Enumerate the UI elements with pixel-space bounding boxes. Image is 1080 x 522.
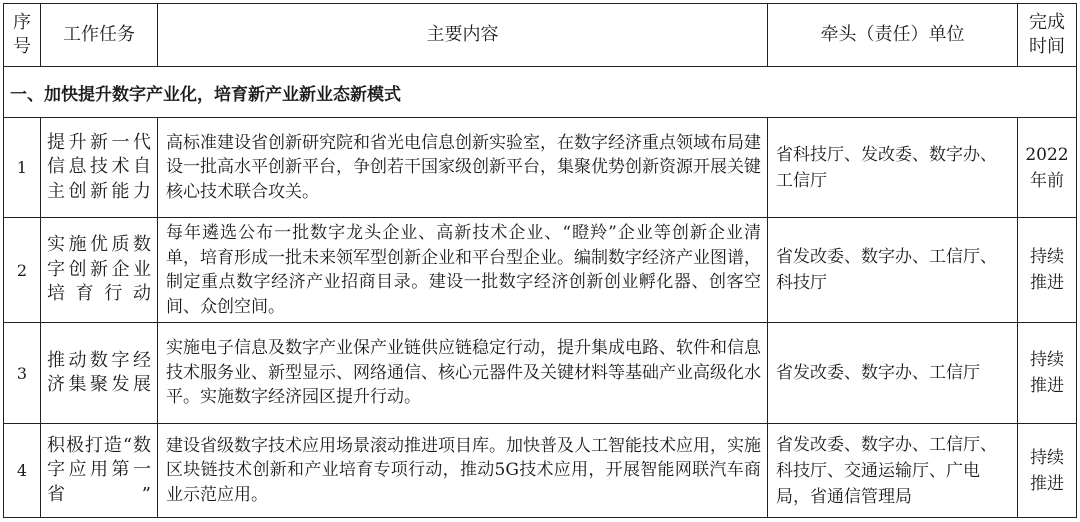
row-unit: 省科技厅、发改委、数字办、工信厅 (768, 118, 1018, 218)
row-content: 每年遴选公布一批数字龙头企业、高新技术企业、“瞪羚”企业等创新企业清单，培育形成一批未来领军型创新企业和平台型企业。编制数字经济产业图谱，制定重点数字经济产业招商目录。建设一批数字经济创新创业孵化器、创客空间、众创空间。 (158, 218, 768, 323)
row-no: 4 (4, 424, 41, 518)
header-row (4, 4, 1077, 67)
row-time: 持续 推进 (1018, 424, 1077, 518)
table-row (4, 118, 1077, 218)
row-no: 1 (4, 118, 41, 218)
header-no: 序 号 (4, 4, 41, 67)
section-row (4, 67, 1077, 118)
row-task: 实施优质数字创新企业培育行动 (41, 218, 158, 323)
row-unit: 省发改委、数字办、工信厅 (768, 323, 1018, 424)
table-row (4, 218, 1077, 323)
work-task-table (3, 3, 1077, 518)
row-content: 高标准建设省创新研究院和省光电信息创新实验室，在数字经济重点领域布局建设一批高水平创新平台，争创若干国家级创新平台，集聚优势创新资源开展关键核心技术联合攻关。 (158, 118, 768, 218)
table-row (4, 323, 1077, 424)
row-unit: 省发改委、数字办、工信厅、科技厅、交通运输厅、广电局，省通信管理局 (768, 424, 1018, 518)
row-time: 持续 推进 (1018, 323, 1077, 424)
header-time: 完成 时间 (1018, 4, 1077, 67)
row-task: 积极打造“数字应用第一省” (41, 424, 158, 518)
row-no: 3 (4, 323, 41, 424)
row-time: 持续 推进 (1018, 218, 1077, 323)
row-unit: 省发改委、数字办、工信厅、科技厅 (768, 218, 1018, 323)
row-task: 提升新一代信息技术自主创新能力 (41, 118, 158, 218)
row-time: 2022 年前 (1018, 118, 1077, 218)
header-unit: 牵头（责任）单位 (768, 4, 1018, 67)
row-content: 建设省级数字技术应用场景滚动推进项目库。加快普及人工智能技术应用，实施区块链技术创新和产业培育专项行动，推动5G技术应用，开展智能网联汽车商业示范应用。 (158, 424, 768, 518)
table-row (4, 424, 1077, 518)
header-content: 主要内容 (158, 4, 768, 67)
section-title: 一、加快提升数字产业化，培育新产业新业态新模式 (4, 67, 1077, 118)
row-task: 推动数字经济集聚发展 (41, 323, 158, 424)
header-task: 工作任务 (41, 4, 158, 67)
row-no: 2 (4, 218, 41, 323)
row-content: 实施电子信息及数字产业保产业链供应链稳定行动，提升集成电路、软件和信息技术服务业、新型显示、网络通信、核心元器件及关键材料等基础产业高级化水平。实施数字经济园区提升行动。 (158, 323, 768, 424)
